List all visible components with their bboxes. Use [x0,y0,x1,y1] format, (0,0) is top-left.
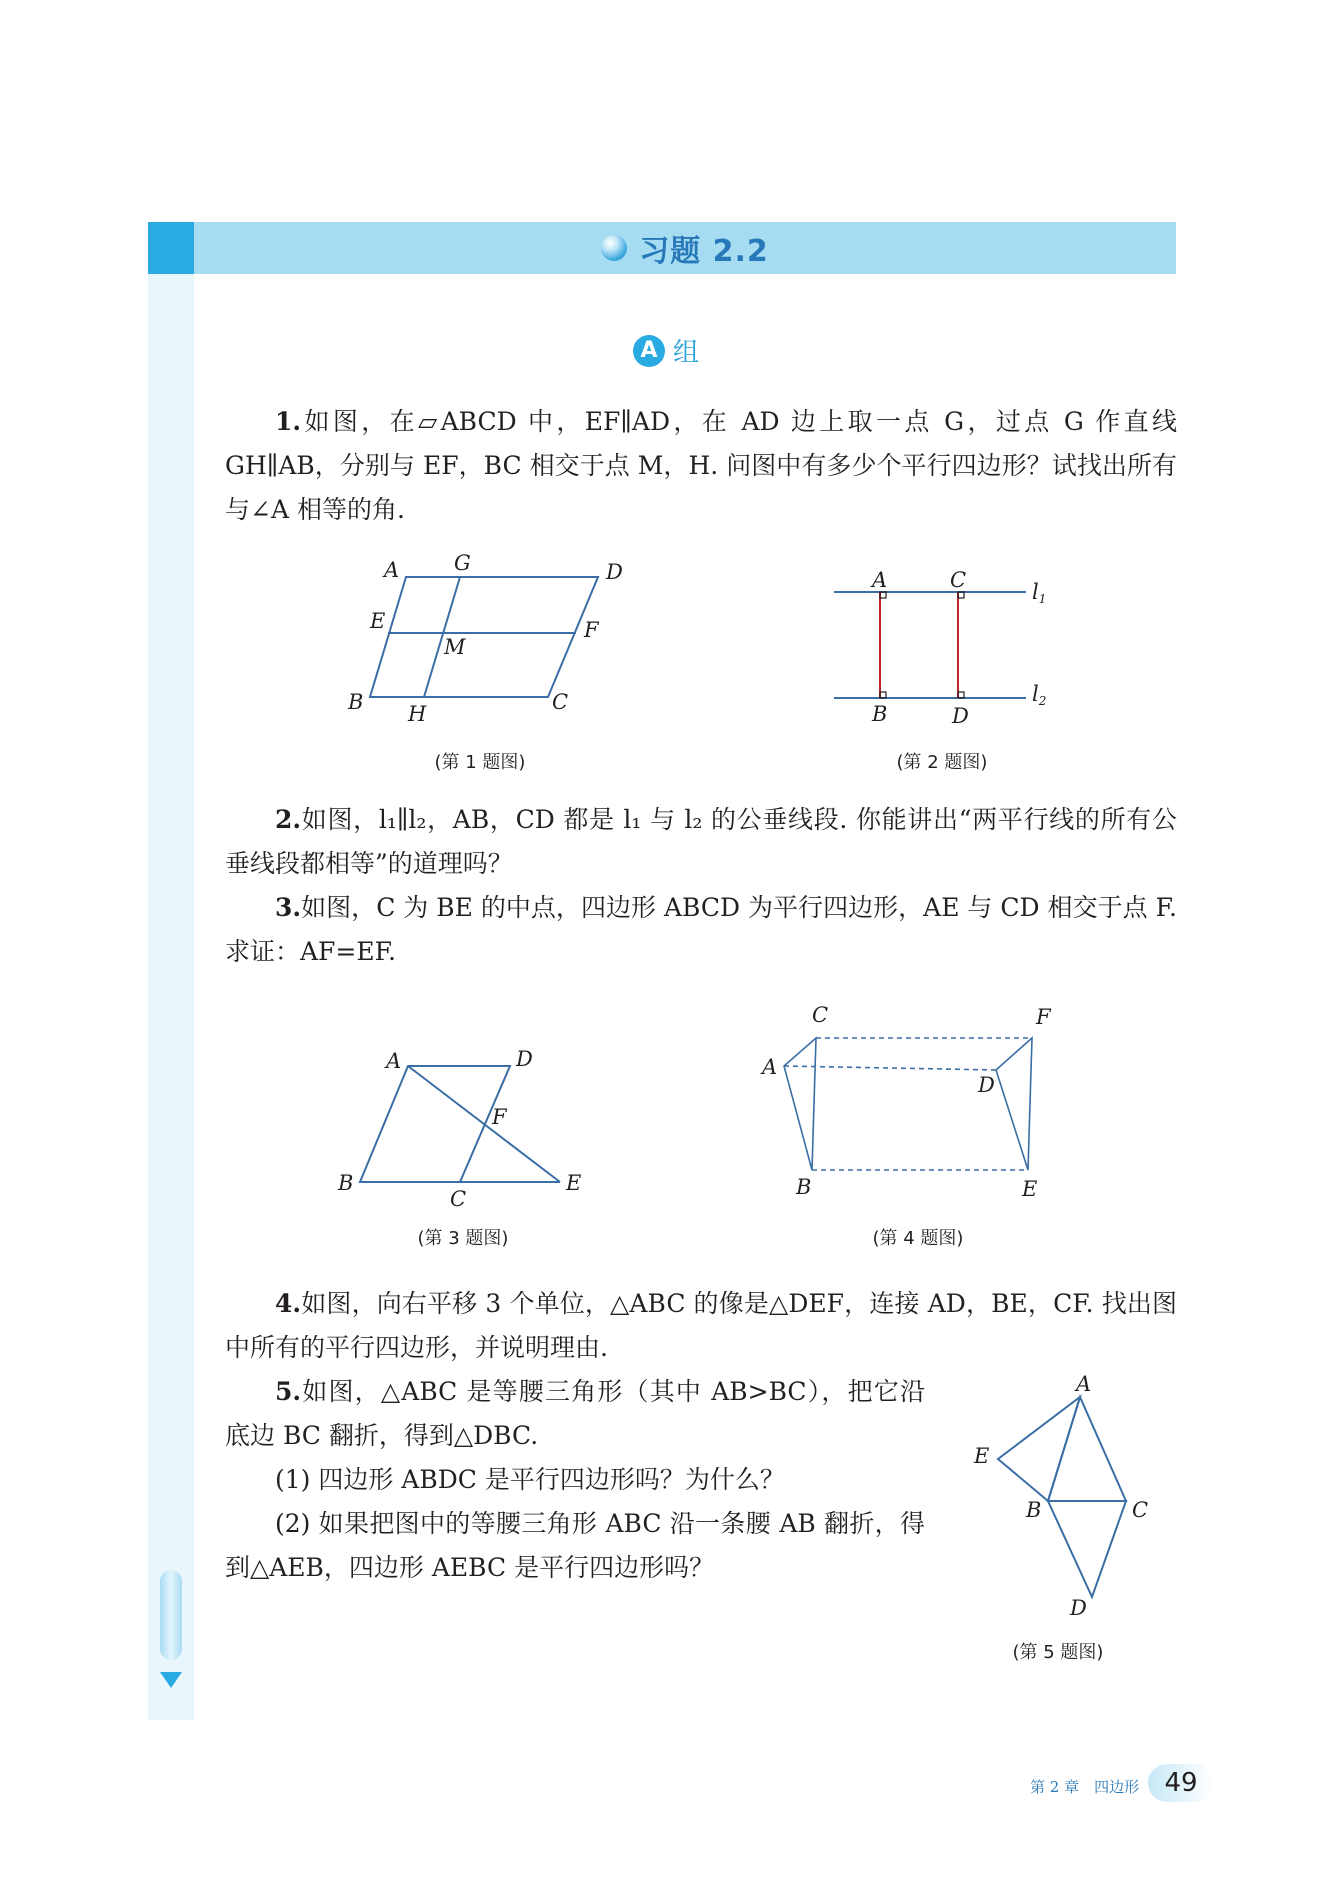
label-D: D [1070,1596,1087,1620]
label-E: E [370,609,386,633]
group-label: 组 [672,338,699,368]
group-badge: A [633,335,665,367]
figure-1 [340,551,640,735]
label-A: A [762,1055,778,1079]
label-A: A [384,558,400,582]
label-l2: l2 [1032,682,1047,708]
label-A: A [1076,1372,1092,1396]
label-F: F [492,1105,507,1129]
label-M: M [444,635,466,659]
figure-4-caption: (第 4 题图) [872,1228,964,1249]
problem-3-text: 如图，C 为 BE 的中点，四边形 ABCD 为平行四边形，AE 与 CD 相交于点 F. 求证：AF=EF. [225,893,1177,966]
figure-2 [830,565,1070,728]
problem-5-sub1: (1) 四边形 ABDC 是平行四边形吗？为什么？ [275,1465,785,1494]
problem-3-number: 3. [275,893,302,922]
banner-title [194,222,1176,274]
label-C: C [950,568,967,592]
label-A: A [386,1049,402,1073]
segment-ae [408,1066,560,1182]
problem-5-sub2: (2) 如果把图中的等腰三角形 ABC 沿一条腰 AB 翻折，得到△AEB，四边形 AEBC 是平行四边形吗？ [225,1509,925,1582]
problem-5 [225,1370,925,1590]
label-B: B [1026,1498,1042,1522]
label-E: E [566,1171,582,1195]
globe-icon [601,235,627,261]
problem-2-text: 如图，l₁∥l₂，AB，CD 都是 l₁ 与 l₂ 的公垂线段. 你能讲出“两平行线的所有公垂线段都相等”的道理吗？ [225,805,1177,878]
exercise-title: 习题 2.2 [639,234,769,269]
problem-5-intro [225,1370,925,1458]
label-B: B [348,690,364,714]
label-G: G [454,551,471,575]
problem-1-text: 如图，在▱ABCD 中，EF∥AD，在 AD 边上取一点 G，过点 G 作直线 GH∥AB，分别与 EF，BC 相交于点 M，H. 问图中有多少个平行四边形？试找出所有与∠A 相等的角. [225,407,1177,524]
label-D: D [606,560,623,584]
label-A: A [872,568,888,592]
problem-5-number: 5. [275,1377,302,1406]
triangle-abc [784,1038,816,1170]
problem-2-number: 2. [275,805,302,834]
figure-5-caption: (第 5 题图) [1012,1642,1104,1663]
page-number: 49 [1148,1764,1214,1802]
triangle-dbc [1048,1501,1126,1597]
parallelogram-abcd [360,1066,510,1182]
label-D: D [952,704,969,728]
chapter-footer: 第 2 章 四边形 [1030,1778,1140,1796]
problem-4 [225,1282,1177,1370]
label-C: C [812,1003,829,1027]
group-heading [0,332,1332,369]
figure-3 [330,1040,610,1210]
title-banner [194,222,1176,274]
figure-1-caption: (第 1 题图) [434,752,526,773]
problem-5-text: 如图，△ABC 是等腰三角形（其中 AB>BC），把它沿底边 BC 翻折，得到△DBC. [225,1377,925,1450]
sidebar-cap [148,222,194,274]
label-B: B [796,1175,812,1199]
figure-3-caption: (第 3 题图) [417,1228,509,1249]
figure-4 [760,1000,1060,1200]
scroll-indicator[interactable] [160,1570,182,1660]
label-B: B [872,702,888,726]
label-H: H [408,702,427,726]
figure-5 [970,1372,1160,1625]
label-C: C [1132,1498,1149,1522]
label-D: D [516,1047,533,1071]
problem-4-text: 如图，向右平移 3 个单位，△ABC 的像是△DEF，连接 AD，BE，CF. 找出图中所有的平行四边形，并说明理由. [225,1289,1177,1362]
label-l1: l1 [1032,580,1047,606]
label-B: B [338,1171,354,1195]
label-E: E [974,1444,990,1468]
triangle-def [996,1038,1032,1170]
problem-4-number: 4. [275,1289,302,1318]
parallelogram-abcd [370,577,598,697]
triangle-aeb [998,1397,1080,1501]
scroll-down-arrow-icon[interactable] [160,1672,182,1688]
problem-1 [225,400,1177,532]
label-F: F [584,618,599,642]
figure-2-caption: (第 2 题图) [896,752,988,773]
label-E: E [1022,1177,1038,1201]
problem-2 [225,798,1177,886]
label-F: F [1036,1005,1051,1029]
label-C: C [552,690,569,714]
label-C: C [450,1187,467,1211]
label-D: D [978,1073,995,1097]
problem-1-number: 1. [275,407,302,436]
problem-3 [225,886,1177,974]
left-sidebar-strip [148,222,194,1720]
